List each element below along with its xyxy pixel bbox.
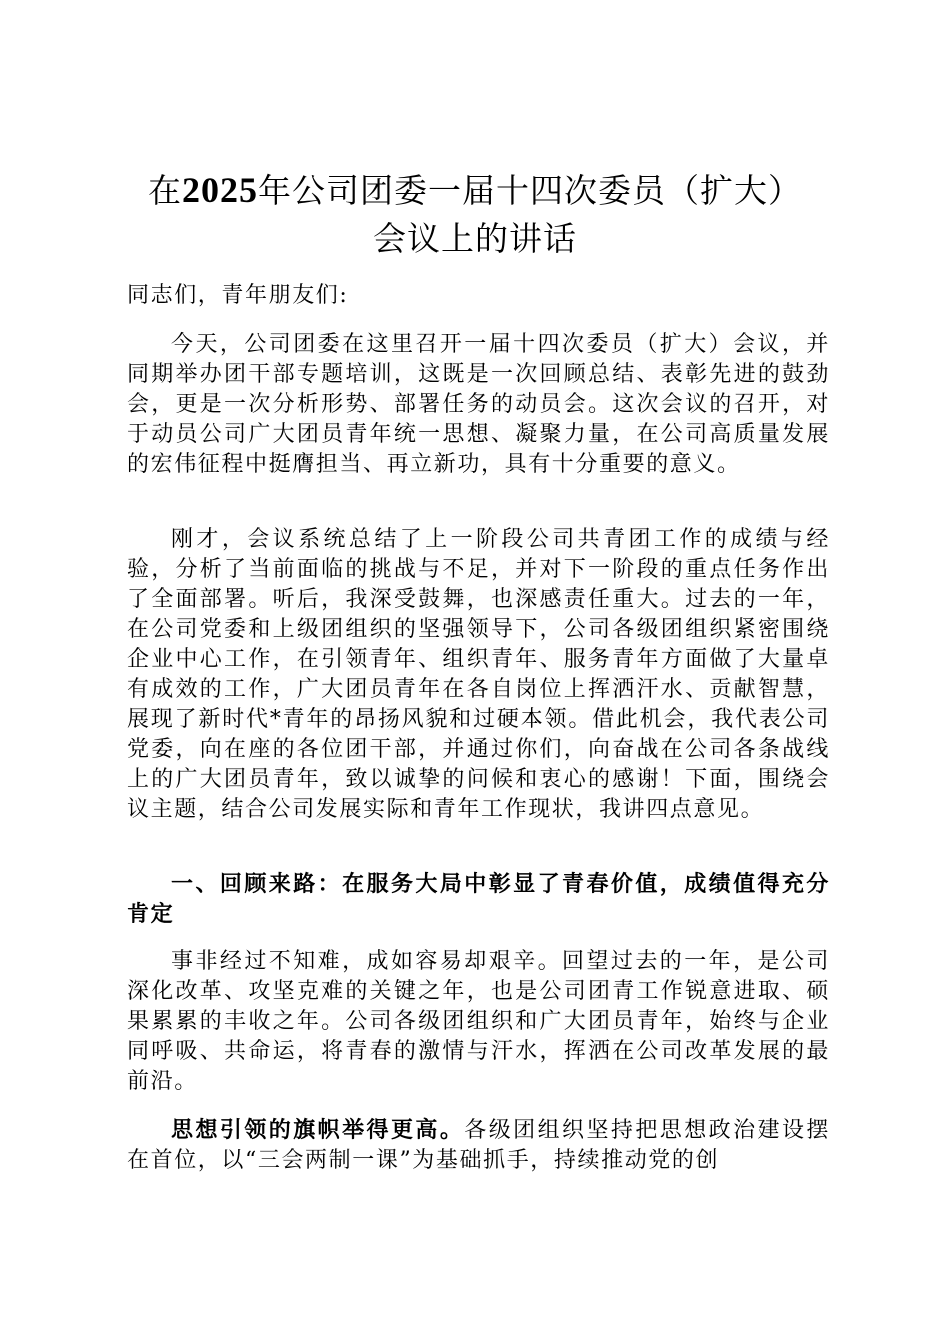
paragraph-4-body: 各级团组织坚持把思想政治建设摆在首位，以“三会两制一课”为基础抓手，持续推动党的创	[127, 1118, 830, 1173]
paragraph-3: 事非经过不知难，成如容易却艰辛。回望过去的一年，是公司深化改革、攻坚克难的关键之年，也是公司团青工作锐意进取、硕果累累的丰收之年。公司各级团组织和广大团员青年，始终与企业同呼吸、共命运，将青春的激情与汗水，挥洒在公司改革发展的最前沿。	[127, 949, 830, 1094]
paragraph-2: 刚才，会议系统总结了上一阶段公司共青团工作的成绩与经验，分析了当前面临的挑战与不足，并对下一阶段的重点任务作出了全面部署。听后，我深受鼓舞，也深感责任重大。过去的一年，在公司党委和上级团组织的坚强领导下，公司各级团组织紧密围绕企业中心工作，在引领青年、组织青年、服务青年方面做了大量卓有成效的工作，广大团员青年在各自岗位上挥洒汗水、贡献智慧，展现了新时代*青年的昂扬风貌和过硬本领。借此机会，我代表公司党委，向在座的各位团干部，并通过你们，向奋战在公司各条战线上的广大团员青年，致以诚挚的问候和衷心的感谢！下面，围绕会议主题，结合公司发展实际和青年工作现状，我讲四点意见。	[127, 527, 830, 822]
document-title	[120, 166, 830, 263]
title-prefix: 在	[148, 171, 182, 210]
title-year: 2025	[182, 170, 258, 210]
title-line-2: 会议上的讲话	[373, 219, 577, 258]
paragraph-1: 今天，公司团委在这里召开一届十四次委员（扩大）会议，并同期举办团干部专题培训，这既是一次回顾总结、表彰先进的鼓劲会，更是一次分析形势、部署任务的动员会。这次会议的召开，对于动员公司广大团员青年统一思想、凝聚力量，在公司高质量发展的宏伟征程中挺膺担当、再立新功，具有十分重要的意义。	[127, 332, 830, 477]
section-heading-1: 一、回顾来路：在服务大局中彰显了青春价值，成绩值得充分肯定	[127, 871, 830, 927]
salutation: 同志们，青年朋友们:	[127, 283, 349, 308]
paragraph-4	[127, 1115, 830, 1176]
paragraph-4-lead: 思想引领的旗帜举得更高。	[171, 1117, 465, 1143]
title-line-1	[120, 166, 830, 215]
title-suffix: 年公司团委一届十四次委员（扩大）	[258, 171, 802, 210]
